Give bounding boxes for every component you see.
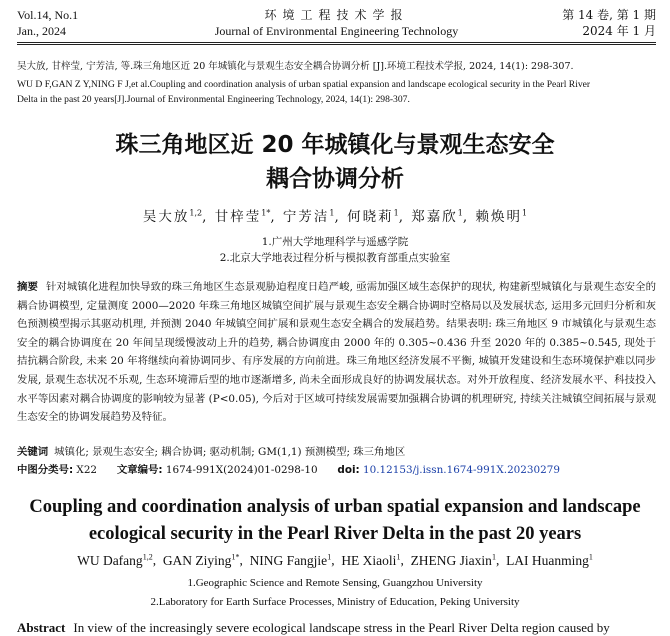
doi-link[interactable]: 10.12153/j.issn.1674-991X.20230279 — [363, 464, 560, 476]
abstract-cn-text: 针对城镇化进程加快导致的珠三角地区生态景观胁迫程度日趋严峻, 亟需加强区域生态保护的现状, 构建新型城镇化与景观生态安全的耦合协调模型, 定量测度 2000—2020 年珠三角地区城镇空间扩展与景观生态安全耦合协调时空格局以及发展状态, 运用多元回归分析和灰色预测模型揭示其驱动机理, 并预测 2040 年城镇空间扩展和景观生态安全耦合的发展趋势。结果表明: 珠三角地区 9 市城镇化与景观生态安全的耦合协调度在 20 年间呈现缓慢波动上升的趋势, 耦合协调度由 2000 年的 0.305~0.436 升至 2020 年的 0.385~0.545, 现处于拮抗耦合阶段, 未来 20 年将继续向着协调同步、有序发展的方向前进。珠三角地区经济发展不平衡, 城镇开发建设和生态环境保护难以同步发展, 景观生态状况不乐观, 生态环境滞后型的地市逐渐增多, 尚未全面形成良好的协调发展状态。对外开放程度、经济发展水平、科技投入水平等因素对耦合协调度的影响较为显著 (P<0.05), 今后对于区域可持续发展需要加强耦合协调的机理研究, 持续关注城镇空间拓展与景观生态安全的协调发展趋势及特征。 — [17, 281, 657, 424]
author-en: WU Dafang$^{1,2}$ — [77, 552, 153, 568]
keywords-cn — [17, 444, 656, 460]
affiliations-en — [0, 574, 670, 612]
author-cn: 宁芳洁$^1$ — [282, 208, 335, 225]
doi-label: doi: — [337, 464, 360, 476]
affiliation-en-2: 2.Laboratory for Earth Surface Processes, Ministry of Education, Peking University — [150, 596, 520, 608]
title-en — [20, 494, 650, 548]
abstract-en-label: Abstract — [17, 620, 66, 635]
author-cn: 甘梓莹$^{1*}$ — [214, 208, 271, 225]
header-center — [17, 7, 656, 39]
author-en: NING Fangjie$^1$ — [249, 552, 332, 568]
title-cn-line2: 耦合协调分析 — [266, 166, 404, 192]
title-en-line2: ecological security in the Pearl River Delta in the past 20 years — [88, 524, 582, 544]
author-en: GAN Ziying$^{1*}$ — [162, 552, 240, 568]
keywords-cn-text: 城镇化; 景观生态安全; 耦合协调; 驱动机制; GM(1,1) 预测模型; 珠三角地区 — [54, 446, 406, 458]
keywords-cn-label: 关键词 — [17, 446, 49, 458]
affiliation-en-1: 1.Geographic Science and Remote Sensing, Guangzhou University — [187, 577, 483, 589]
abstract-cn-label: 摘要 — [17, 281, 38, 293]
title-en-line1: Coupling and coordination analysis of urban spatial expansion and landscape — [29, 497, 641, 517]
citation-cn: 吴大放, 甘梓莹, 宁芳洁, 等.珠三角地区近 20 年城镇化与景观生态安全耦合协调分析 [J].环境工程技术学报, 2024, 14(1): 298-307. — [17, 61, 574, 72]
author-cn: 何晓莉$^1$ — [347, 208, 399, 225]
author-en: ZHENG Jiaxin$^1$ — [410, 552, 496, 568]
affiliation-cn-2: 2.北京大学地表过程分析与模拟教育部重点实验室 — [219, 252, 451, 264]
journal-header — [17, 7, 656, 41]
header-rule-double — [17, 44, 656, 45]
author-en: LAI Huanming$^1$ — [506, 552, 593, 568]
citation-en-line2: Delta in the past 20 years[J].Journal of Environmental Engineering Technology, 2024, 14(1): 298-307. — [17, 94, 410, 105]
title-cn — [0, 128, 670, 196]
journal-name-cn: 环境工程技术学报 — [264, 8, 409, 22]
article-number-label: 文章编号: — [116, 464, 163, 476]
citation-block — [17, 60, 656, 107]
title-cn-line1: 珠三角地区近 20 年城镇化与景观生态安全 — [115, 132, 555, 158]
journal-name-en: Journal of Environmental Engineering Technology — [214, 24, 459, 38]
date-en: Jan., 2024 — [17, 24, 66, 38]
volume-issue-en: Vol.14, No.1 — [17, 8, 79, 22]
abstract-cn-body — [17, 278, 656, 427]
author-cn: 吴大放$^{1,2}$ — [142, 208, 203, 225]
authors-en: WU Dafang$^{1,2}$, GAN Ziying$^{1*}$, NING Fangjie$^1$, HE Xiaoli$^1$, ZHENG Jiaxin$^1$, LAI Huanming$^1$ — [77, 552, 593, 568]
date-cn: 2024 年 1 月 — [582, 24, 656, 38]
authors-cn: 吴大放$^{1,2}$, 甘梓莹$^{1*}$, 宁芳洁$^1$, 何晓莉$^1$, 郑嘉欣$^1$, 赖焕明$^1$ — [142, 208, 528, 225]
clc-label: 中图分类号: — [17, 464, 74, 476]
volume-issue-cn: 第 14 卷, 第 1 期 — [562, 8, 656, 22]
header-rule — [17, 42, 656, 43]
abstract-en — [17, 620, 656, 636]
abstract-en-text: In view of the increasingly severe ecological landscape stress in the Pearl River Delta region caused by — [73, 620, 610, 635]
article-meta — [17, 462, 656, 478]
author-en: HE Xiaoli$^1$ — [341, 552, 401, 568]
author-cn: 赖焕明$^1$ — [475, 208, 528, 225]
clc-value: X22 — [76, 464, 98, 476]
article-number-value: 1674-991X(2024)01-0298-10 — [165, 464, 318, 476]
author-cn: 郑嘉欣$^1$ — [411, 208, 463, 225]
citation-en-line1: WU D F,GAN Z Y,NING F J,et al.Coupling and coordination analysis of urban spatial expansion and landscape ecological security in the Pearl River — [17, 79, 591, 90]
affiliation-cn-1: 1.广州大学地理科学与遥感学院 — [261, 236, 409, 248]
header-right — [562, 7, 656, 39]
